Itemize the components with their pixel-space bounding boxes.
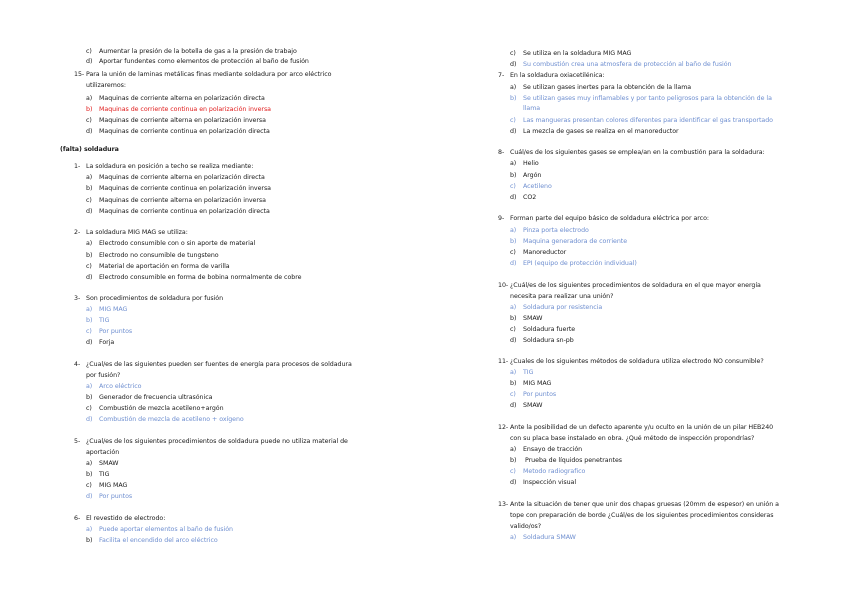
question-text: aportación: [86, 449, 120, 456]
option-text: SMAW: [99, 460, 119, 467]
option-text: MIG MAG: [99, 306, 128, 313]
option-text: TIG: [99, 471, 110, 478]
option-letter: d): [86, 416, 93, 423]
option-text: Argón: [523, 172, 542, 179]
option-letter: a): [86, 526, 93, 533]
option-text: Las mangueras presentan colores diferentes para identificar el gas transportado: [523, 117, 773, 124]
question-number: 2-: [74, 229, 81, 236]
option-text: Acetileno: [523, 183, 552, 190]
option-letter: b): [510, 172, 517, 179]
option-text: Combustión de mezcla de acetileno + oxígeno: [99, 416, 244, 423]
option-letter: d): [510, 194, 517, 201]
option-text: La mezcla de gases se realiza en el manoreductor: [523, 128, 679, 135]
question-number: 10-: [498, 282, 509, 289]
question-text: utilizaremos:: [86, 82, 126, 89]
option-letter: b): [86, 317, 93, 324]
option-letter: c): [510, 183, 516, 190]
option-letter: d): [510, 128, 517, 135]
option-text: Prueba de líquidos penetrantes: [525, 457, 623, 464]
question-text: ¿Cuales de los siguientes métodos de soldadura utiliza electrodo NO consumible?: [510, 358, 764, 365]
option-text: Manoreductor: [523, 249, 567, 256]
option-text: Maquinas de corriente continua en polarización directa: [99, 208, 270, 215]
option-text: Facilita el encendido del arco eléctrico: [99, 537, 218, 544]
question-text: Para la unión de laminas metálicas finas mediante soldadura por arco eléctrico: [86, 71, 332, 78]
option-letter: a): [86, 306, 93, 313]
option-text: Maquinas de corriente alterna en polarización inversa: [99, 197, 266, 204]
option-letter: c): [86, 482, 92, 489]
option-letter: c): [510, 249, 516, 256]
question-text: Ante la posibilidad de un defecto aparente y/u oculto en la unión de un pilar HEB240: [510, 424, 774, 431]
option-letter: a): [86, 95, 93, 102]
question-text: El revestido de electrodo:: [86, 515, 166, 522]
option-text: llama: [523, 105, 541, 112]
option-text: Puede aportar elementos al baño de fusión: [99, 526, 233, 533]
option-text: Maquinas de corriente continua en polarización directa: [99, 128, 270, 135]
question-number: 13-: [498, 501, 509, 508]
question-text: necesita para realizar una unión?: [510, 293, 614, 300]
option-letter: c): [86, 197, 92, 204]
question-number: 1-: [74, 163, 81, 170]
option-text: Aportar fundentes como elementos de protección al baño de fusión: [99, 58, 309, 65]
option-text: Se utilizan gases inertes para la obtención de la llama: [523, 84, 692, 91]
option-letter: a): [510, 446, 517, 453]
option-text: Maquinas de corriente alterna en polarización inversa: [99, 117, 266, 124]
option-letter: d): [86, 208, 93, 215]
option-letter: d): [86, 274, 93, 281]
question-number: 15-: [74, 71, 85, 78]
option-letter: d): [86, 58, 93, 65]
option-text: Helio: [523, 160, 539, 167]
option-letter: a): [510, 369, 517, 376]
option-text: Se utilizan gases muy inflamables y por tanto peligrosos para la obtención de la: [523, 95, 772, 102]
option-letter: c): [86, 48, 92, 55]
option-letter: c): [510, 391, 516, 398]
question-text: valido/os?: [510, 523, 542, 530]
question-text: ¿Cual/es de las siguientes pueden ser fuentes de energía para procesos de soldadura: [86, 361, 352, 368]
option-text: Aumentar la presión de la botella de gas a la presión de trabajo: [99, 48, 297, 55]
option-letter: b): [86, 537, 93, 544]
option-text: Inspección visual: [523, 479, 577, 486]
option-letter: c): [86, 117, 92, 124]
question-text: En la soldadura oxiacetilénica:: [510, 72, 605, 79]
option-text: Su combustión crea una atmosfera de protección al baño de fusión: [523, 61, 732, 68]
question-text: tope con preparación de borde ¿Cuál/es de los siguientes procedimientos consideras: [510, 512, 774, 519]
option-text: Soldadura SMAW: [523, 534, 576, 541]
question-text: Ante la situación de tener que unir dos chapas gruesas (20mm de espesor) en unión a: [510, 501, 779, 508]
question-text: Forman parte del equipo básico de soldadura eléctrica por arco:: [510, 215, 709, 222]
question-number: 5-: [74, 438, 81, 445]
option-letter: c): [510, 468, 516, 475]
option-letter: d): [510, 479, 517, 486]
question-text: ¿Cual/es de los siguientes procedimientos de soldadura puede no utiliza material de: [86, 438, 348, 445]
question-text: con su placa base instalado en obra. ¿Qué método de inspección propondrías?: [510, 435, 755, 442]
option-text: Metodo radiografico: [523, 468, 586, 475]
option-text: Soldadura fuerte: [523, 326, 576, 333]
option-letter: d): [86, 339, 93, 346]
option-text: Maquinas de corriente alterna en polarización directa: [99, 174, 265, 181]
option-letter: d): [510, 337, 517, 344]
option-letter: a): [86, 240, 93, 247]
question-number: 12-: [498, 424, 509, 431]
option-text: MIG MAG: [99, 482, 128, 489]
option-text: Maquinas de corriente continua en polarización inversa: [99, 185, 271, 192]
option-text: TIG: [523, 369, 534, 376]
option-letter: b): [510, 380, 517, 387]
option-text: CO2: [523, 194, 537, 201]
option-letter: b): [86, 185, 93, 192]
option-letter: b): [86, 252, 93, 259]
option-letter: d): [510, 260, 517, 267]
option-letter: b): [510, 95, 517, 102]
option-text: MIG MAG: [523, 380, 552, 387]
option-letter: a): [86, 460, 93, 467]
option-text: SMAW: [523, 315, 543, 322]
question-text: La soldadura en posición a techo se realiza mediante:: [86, 163, 254, 170]
option-text: Por puntos: [99, 493, 133, 500]
question-number: 4-: [74, 361, 81, 368]
section-title: (falta) soldadura: [60, 146, 119, 153]
option-text: Maquina generadora de corriente: [523, 238, 628, 245]
option-text: SMAW: [523, 402, 543, 409]
option-letter: b): [510, 457, 517, 464]
option-text: Forja: [99, 339, 115, 346]
option-letter: d): [510, 402, 517, 409]
question-text: La soldadura MIG MAG se utiliza:: [86, 229, 188, 236]
option-text: Combustión de mezcla acetileno+argón: [99, 405, 224, 412]
option-text: Maquinas de corriente continua en polarización inversa: [99, 106, 271, 113]
option-text: Soldadura sn-pb: [523, 337, 574, 344]
option-text: Electrodo consumible en forma de bobina normalmente de cobre: [99, 274, 302, 281]
option-letter: b): [86, 471, 93, 478]
question-text: Cuál/es de los siguientes gases se emplea/an en la combustión para la soldadura:: [510, 149, 765, 156]
option-text: EPI (equipo de protección individual): [523, 260, 637, 267]
question-number: 9-: [498, 215, 505, 222]
question-number: 11-: [498, 358, 509, 365]
option-text: Por puntos: [523, 391, 557, 398]
option-letter: b): [510, 315, 517, 322]
option-text: Se utiliza en la soldadura MIG MAG: [523, 50, 632, 57]
option-text: Ensayo de tracción: [523, 446, 583, 453]
question-number: 8-: [498, 149, 505, 156]
option-letter: b): [86, 106, 93, 113]
option-letter: a): [510, 304, 517, 311]
option-text: Maquinas de corriente alterna en polarización directa: [99, 95, 265, 102]
option-letter: c): [510, 50, 516, 57]
option-text: Material de aportación en forma de varilla: [99, 263, 230, 270]
option-text: Electrodo no consumible de tungsteno: [99, 252, 219, 259]
option-letter: c): [510, 117, 516, 124]
option-letter: d): [86, 493, 93, 500]
question-number: 7-: [498, 72, 505, 79]
option-letter: a): [510, 84, 517, 91]
option-letter: c): [86, 263, 92, 270]
option-letter: a): [510, 160, 517, 167]
option-letter: c): [510, 326, 516, 333]
question-text: Son procedimientos de soldadura por fusión: [86, 295, 224, 302]
option-letter: b): [510, 238, 517, 245]
question-text: por fusión?: [86, 372, 121, 379]
option-letter: a): [86, 383, 93, 390]
option-letter: d): [86, 128, 93, 135]
option-text: Arco eléctrico: [99, 383, 142, 390]
option-text: Pinza porta electrodo: [523, 227, 589, 234]
option-letter: c): [86, 405, 92, 412]
question-number: 3-: [74, 295, 81, 302]
option-letter: a): [510, 534, 517, 541]
question-text: ¿Cuál/es de los siguientes procedimientos de soldadura en el que mayor energía: [510, 282, 761, 289]
option-text: Por puntos: [99, 328, 133, 335]
option-letter: c): [86, 328, 92, 335]
option-letter: b): [86, 394, 93, 401]
option-letter: a): [510, 227, 517, 234]
option-letter: d): [510, 61, 517, 68]
option-letter: a): [86, 174, 93, 181]
option-text: TIG: [99, 317, 110, 324]
question-number: 6-: [74, 515, 81, 522]
option-text: Generador de frecuencia ultrasónica: [99, 394, 213, 401]
option-text: Electrodo consumible con o sin aporte de material: [99, 240, 256, 247]
option-text: Soldadura por resistencia: [523, 304, 603, 311]
